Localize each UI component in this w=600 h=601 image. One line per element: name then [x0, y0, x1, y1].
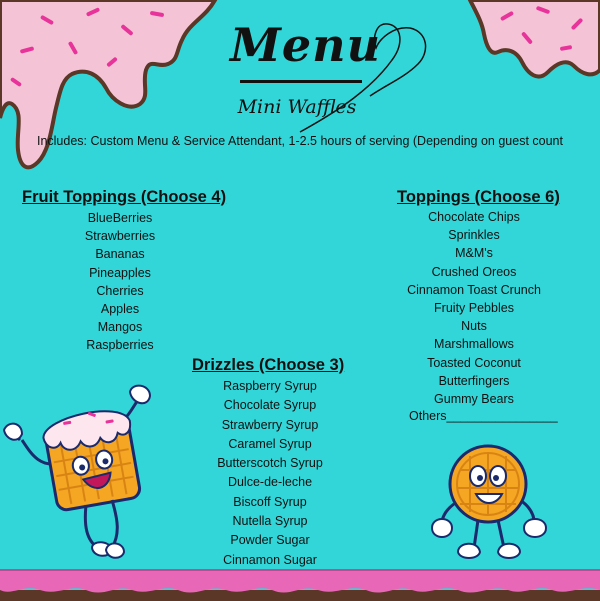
list-item: Butterscotch Syrup: [217, 456, 323, 471]
fruit-toppings-list: [40, 209, 200, 355]
list-item: Pineapples: [89, 265, 151, 280]
list-item: Mangos: [97, 320, 143, 335]
list-item: Biscoff Syrup: [233, 494, 307, 509]
list-item: Chocolate Chips: [428, 210, 520, 224]
drizzles-list: [190, 377, 350, 570]
list-item: Fruity Pebbles: [434, 300, 514, 315]
page-title: Menu: [230, 18, 382, 72]
list-item: Butterfingers: [438, 373, 510, 388]
list-item: Powder Sugar: [230, 533, 310, 548]
list-item: Raspberry Syrup: [223, 379, 317, 393]
list-item: Strawberries: [84, 229, 156, 244]
list-item: Sprinkles: [448, 228, 500, 243]
list-item: Gummy Bears: [434, 391, 514, 406]
list-item: Bananas: [95, 247, 145, 262]
list-item: Nuts: [461, 319, 487, 334]
list-item: Nutella Syrup: [232, 514, 308, 529]
page-subtitle: Mini Waffles: [237, 96, 357, 118]
list-item: Strawberry Syrup: [221, 417, 319, 432]
list-item: Dulce-de-leche: [227, 475, 313, 490]
toppings-list: [394, 208, 554, 408]
list-item: Toasted Coconut: [427, 355, 521, 370]
list-item: Marshmallows: [434, 337, 514, 352]
list-item: Cinnamon Toast Crunch: [407, 282, 541, 297]
list-item: Caramel Syrup: [228, 436, 312, 451]
list-item: Crushed Oreos: [431, 264, 517, 279]
fruit-toppings-title: Fruit Toppings (Choose 4): [22, 188, 227, 206]
list-item: Cherries: [96, 283, 144, 298]
includes-text: Includes: Custom Menu & Service Attendant, 1-2.5 hours of serving (Depending on guest count: [36, 134, 563, 148]
toppings-title: Toppings (Choose 6): [397, 188, 560, 206]
list-item: Raspberries: [86, 338, 154, 353]
title-underline: [240, 80, 362, 83]
list-item: M&M's: [455, 246, 493, 261]
others-line: Others________________: [409, 409, 558, 423]
list-item: Chocolate Syrup: [223, 398, 317, 413]
drizzles-title: Drizzles (Choose 3): [192, 356, 345, 374]
list-item: Cinnamon Sugar: [223, 552, 317, 567]
list-item: BlueBerries: [87, 211, 153, 225]
list-item: Apples: [100, 301, 140, 316]
